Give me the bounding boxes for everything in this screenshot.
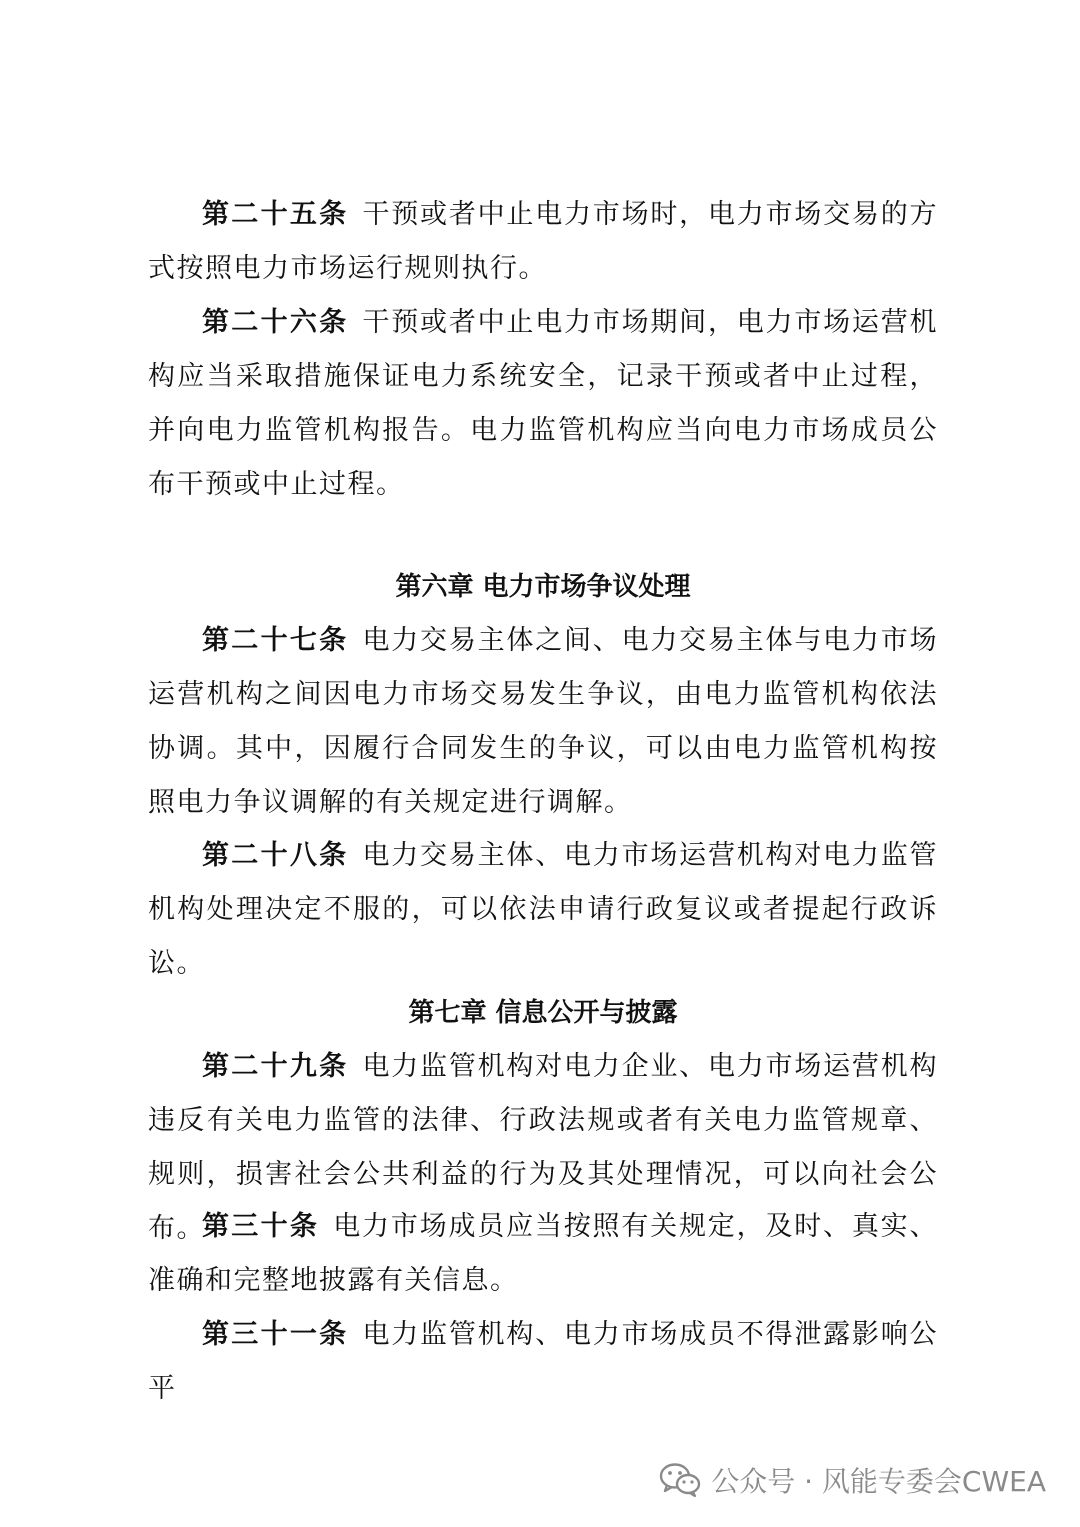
chapter-heading-7: 第七章 信息公开与披露 bbox=[408, 998, 678, 1028]
article-30 bbox=[148, 1200, 938, 1308]
article-heading: 第二十六条 bbox=[202, 307, 349, 338]
article-body: 电力交易主体、电力市场运营机构对电力监管机构处理决定不服的，可以依法申请行政复议或者提起行政诉讼。 bbox=[148, 840, 939, 979]
chapter-heading-6: 第六章 电力市场争议处理 bbox=[395, 572, 691, 602]
article-heading: 第二十八条 bbox=[202, 840, 349, 871]
watermark-text: 公众号 · 风能专委会CWEA bbox=[711, 1465, 1046, 1498]
article-body: 干预或者中止电力市场期间，电力市场运营机构应当采取措施保证电力系统安全，记录干预或者中止过程，并向电力监管机构报告。电力监管机构应当向电力市场成员公布干预或中止过程。 bbox=[148, 307, 939, 500]
article-heading: 第二十五条 bbox=[202, 199, 349, 230]
article-body: 电力市场成员应当按照有关规定，及时、真实、准确和完整地披露有关信息。 bbox=[148, 1211, 938, 1296]
article-heading: 第二十九条 bbox=[202, 1051, 349, 1082]
watermark bbox=[659, 1460, 1046, 1500]
article-heading: 第三十一条 bbox=[202, 1319, 349, 1350]
article-body: 干预或者中止电力市场时，电力市场交易的方式按照电力市场运行规则执行。 bbox=[148, 199, 939, 284]
article-26 bbox=[148, 296, 938, 512]
article-heading: 第二十七条 bbox=[202, 625, 349, 656]
article-body: 电力监管机构、电力市场成员不得泄露影响公平 bbox=[148, 1319, 939, 1404]
article-body: 电力监管机构对电力企业、电力市场运营机构违反有关电力监管的法律、行政法规或者有关电力监管规章、规则，损害社会公共利益的行为及其处理情况，可以向社会公布。 bbox=[148, 1051, 939, 1244]
wechat-icon bbox=[659, 1462, 701, 1498]
article-28 bbox=[148, 829, 938, 991]
article-heading: 第三十条 bbox=[202, 1211, 320, 1242]
article-27 bbox=[148, 614, 938, 830]
article-31 bbox=[148, 1308, 938, 1416]
article-25 bbox=[148, 188, 938, 296]
article-body: 电力交易主体之间、电力交易主体与电力市场运营机构之间因电力市场交易发生争议，由电力监管机构依法协调。其中，因履行合同发生的争议，可以由电力监管机构按照电力争议调解的有关规定进行调解。 bbox=[148, 625, 939, 818]
